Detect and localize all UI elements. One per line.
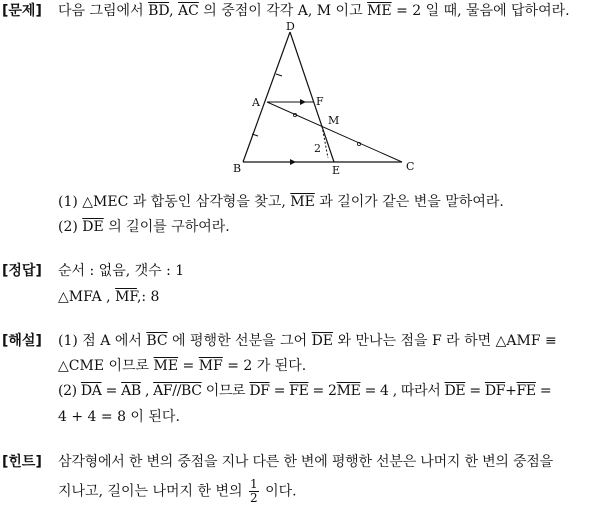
explanation-text: (2) <box>58 383 77 399</box>
segment-fe: $\overline{FE}$ <box>289 383 309 399</box>
answer-line-1: 순서 : 없음, 갯수 : 1 <box>58 263 185 279</box>
fraction-denominator: 2 <box>250 491 258 505</box>
segment-me: $\overline{ME}$ <box>290 194 315 210</box>
question-text: (2) <box>58 219 78 235</box>
hint-line-2 <box>58 478 297 505</box>
problem-statement <box>58 2 570 20</box>
tick-mark <box>276 74 282 76</box>
explanation-text: △CME 이므로 <box>58 358 150 374</box>
parallel-arrow-af <box>300 99 306 105</box>
segment-de: $\overline{DE}$ <box>444 383 466 399</box>
question-text: (1) △MEC 과 합동인 삼각형을 찾고, <box>58 194 286 210</box>
explanation-text: 에 평행한 선분을 그어 <box>172 333 308 349</box>
segment-mf: $\overline{MF}$ <box>115 289 137 305</box>
segment-fe: $\overline{FE}$ <box>516 383 536 399</box>
explanation-text: 와 만나는 점을 F 라 하면 △AMF ≡ <box>337 333 557 349</box>
equals-sign: = <box>539 383 552 399</box>
statement-text: 다음 그림에서 <box>58 3 144 19</box>
segment-mf: $\overline{MF}$ <box>198 358 223 374</box>
label-d: D <box>286 20 295 33</box>
answer-text: △MFA , <box>58 289 111 305</box>
segment-af-parallel-bc: AF//BC <box>153 383 202 399</box>
problem-tag: [문제] <box>2 3 42 19</box>
statement-text: = 2 일 때, 물음에 답하여라. <box>396 3 570 19</box>
comma: , <box>144 383 150 399</box>
segment-de: $\overline{DE}$ <box>82 219 104 235</box>
equals-sign: = <box>105 383 118 399</box>
answer-tag: [정답] <box>2 263 42 279</box>
segment-de: $\overline{DE}$ <box>311 333 334 349</box>
explanation-text: = 2 <box>312 383 337 399</box>
segment-ac: $\overline{AC}$ <box>177 3 199 19</box>
explanation-text: = 2 가 된다. <box>227 358 307 374</box>
question-text: 과 길이가 같은 변을 말하여라. <box>319 194 504 210</box>
statement-text: 의 중점이 각각 A, M 이고 <box>203 3 363 19</box>
label-m: M <box>328 114 340 127</box>
label-length-2: 2 <box>314 142 321 155</box>
label-f: F <box>316 95 324 108</box>
segment-ac-line <box>267 102 402 162</box>
hint-text: 이다. <box>265 483 297 500</box>
side-db <box>243 32 290 162</box>
answer-text: ,: 8 <box>136 289 160 305</box>
equals-sign: = <box>182 358 195 374</box>
segment-da: $\overline{DA}$ <box>80 383 102 399</box>
explanation-tag: [해설] <box>2 333 42 349</box>
question-2 <box>58 218 230 236</box>
equals-sign: = <box>469 383 481 399</box>
explanation-text: (1) 점 A 에서 <box>58 333 142 349</box>
fraction-one-half <box>249 478 259 505</box>
question-text: 의 길이를 구하여라. <box>108 219 230 235</box>
label-e: E <box>332 164 341 177</box>
fraction-numerator: 1 <box>250 477 258 491</box>
label-c: C <box>406 160 415 173</box>
explanation-line-2 <box>58 357 306 375</box>
label-b: B <box>233 162 242 175</box>
hint-tag: [힌트] <box>2 454 42 470</box>
segment-me: $\overline{ME}$ <box>153 358 179 374</box>
explanation-line-1 <box>58 332 557 350</box>
plus-sign: + <box>505 383 517 399</box>
explanation-line-3 <box>58 382 551 400</box>
triangle-figure <box>230 20 430 180</box>
answer-line-2 <box>58 288 159 306</box>
segment-bc: $\overline{BC}$ <box>146 333 168 349</box>
explanation-line-4: 4 + 4 = 8 이 된다. <box>58 409 180 425</box>
question-1 <box>58 193 504 211</box>
segment-me: $\overline{ME}$ <box>336 383 361 399</box>
equals-sign: = <box>273 383 286 399</box>
hint-line-1: 삼각형에서 한 변의 중점을 지나 다른 한 변에 평행한 선분은 나머지 한 변의 중점을 <box>58 454 553 470</box>
comma: , <box>169 3 174 19</box>
segment-ab: $\overline{AB}$ <box>121 383 141 399</box>
label-a: A <box>252 96 260 109</box>
parallel-arrow-bc <box>290 159 296 165</box>
explanation-text: = 4 , 따라서 <box>364 383 441 399</box>
segment-me: $\overline{ME}$ <box>367 3 392 19</box>
segment-df: $\overline{DF}$ <box>249 383 270 399</box>
hint-text: 지나고, 길이는 나머지 한 변의 <box>58 483 243 500</box>
side-de <box>290 32 334 162</box>
explanation-text: 이므로 <box>205 383 246 399</box>
segment-bd: $\overline{BD}$ <box>148 3 170 19</box>
segment-df: $\overline{DF}$ <box>484 383 506 399</box>
